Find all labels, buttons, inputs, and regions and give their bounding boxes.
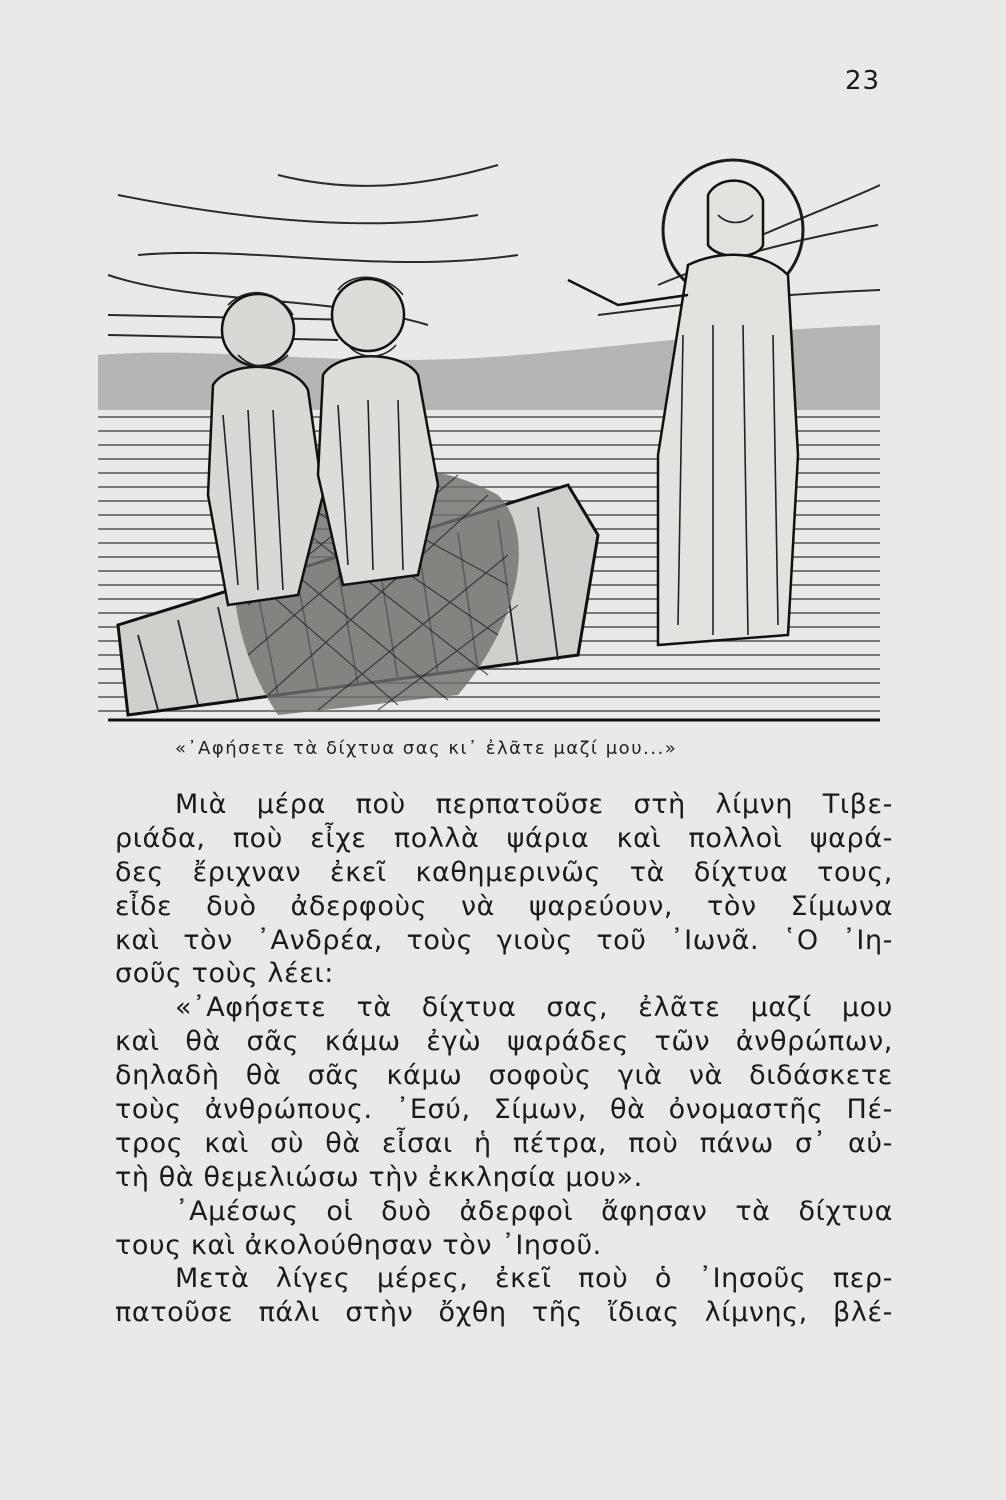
illustration-caption: «᾿Αφήσετε τὰ δίχτυα σας κι᾿ ἐλᾶτε μαζί μου...» (175, 738, 678, 759)
text-line: ριάδα, ποὺ εἶχε πολλὰ ψάρια καὶ πολλοὶ ψαρά- (115, 822, 893, 854)
text-line: καὶ τὸν ᾿Ανδρέα, τοὺς γιοὺς τοῦ ᾿Ιωνᾶ. ῾Ο ᾿Ιη- (115, 924, 893, 956)
text-line: εἶδε δυὸ ἀδερφοὺς νὰ ψαρεύουν, τὸν Σίμωνα (115, 890, 893, 922)
text-line: «᾿Αφήσετε τὰ δίχτυα σας, ἐλᾶτε μαζί μου (175, 992, 893, 1024)
text-line: πατοῦσε πάλι στὴν ὄχθη τῆς ἴδιας λίμνης, βλέ- (115, 1297, 893, 1329)
text-line: τὴ θὰ θεμελιώσω τὴν ἐκκλησία μου». (115, 1161, 643, 1193)
body-text (115, 788, 893, 1330)
text-line: δες ἔριχναν ἐκεῖ καθημερινῶς τὰ δίχτυα τους, (115, 856, 893, 888)
text-line: δηλαδὴ θὰ σᾶς κάμω σοφοὺς γιὰ νὰ διδάσκετε (115, 1060, 893, 1092)
text-line: ᾿Αμέσως οἱ δυὸ ἀδερφοὶ ἄφησαν τὰ δίχτυα (175, 1195, 893, 1227)
text-line: καὶ θὰ σᾶς κάμω ἐγὼ ψαράδες τῶν ἀνθρώπων, (115, 1026, 893, 1058)
text-line: τους καὶ ἀκολούθησαν τὸν ᾿Ιησοῦ. (115, 1229, 602, 1261)
paragraph-4 (115, 1262, 893, 1330)
text-line: Μετὰ λίγες μέρες, ἐκεῖ ποὺ ὁ ᾿Ιησοῦς περ- (175, 1263, 893, 1295)
fishermen-with-jesus-illustration (98, 155, 880, 725)
text-line: τοὺς ἀνθρώπους. ᾿Εσύ, Σίμων, θὰ ὀνομαστῆς Πέ- (115, 1094, 893, 1126)
paragraph-2 (115, 991, 893, 1194)
paragraph-3 (115, 1195, 893, 1263)
page-number: 23 (845, 66, 881, 96)
text-line: τρος καὶ σὺ θὰ εἶσαι ἡ πέτρα, ποὺ πάνω σ᾿ αὐ- (115, 1127, 893, 1159)
text-line: σοῦς τοὺς λέει: (115, 958, 334, 990)
paragraph-1 (115, 788, 893, 991)
text-line: Μιὰ μέρα ποὺ περπατοῦσε στὴ λίμνη Τιβε- (175, 789, 893, 820)
